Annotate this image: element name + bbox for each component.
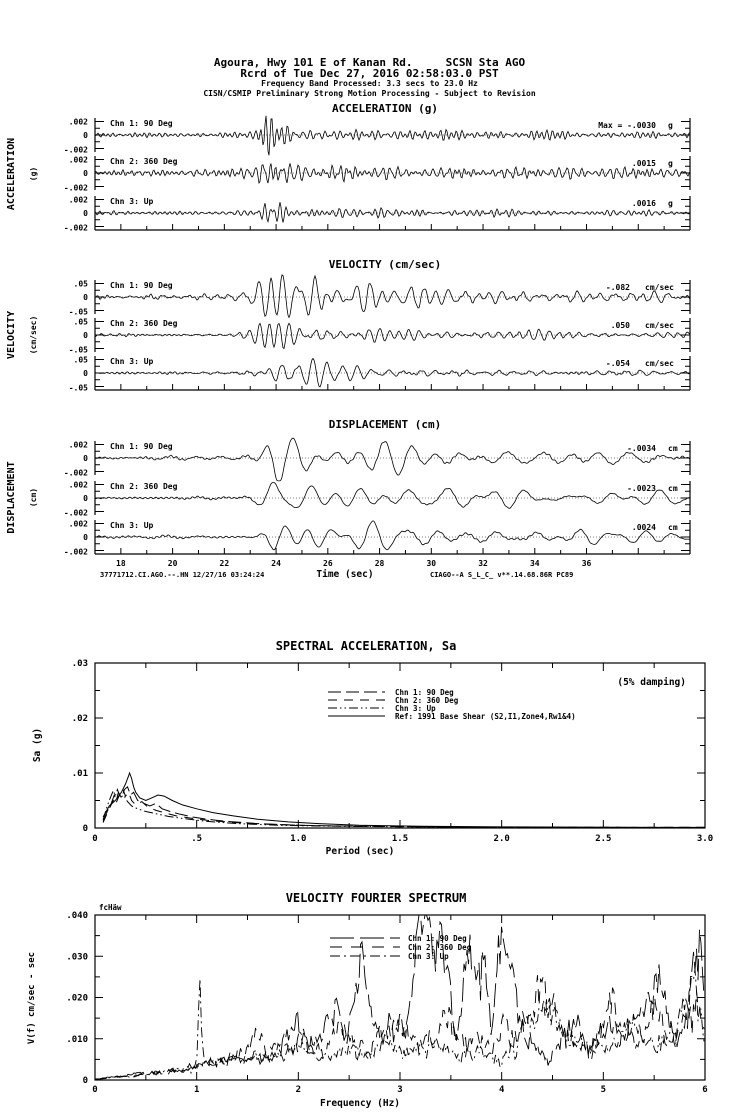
x-tick-label: 6 [702,1085,708,1095]
y-tick-label: .030 [66,952,88,963]
x-tick-label: 2.5 [595,834,612,844]
channel-label: Chn 3: Up [110,357,154,366]
x-tick-label: 3.0 [696,834,714,844]
y-tick-label: 0 [83,533,88,542]
max-annotation-unit: cm [668,484,678,493]
channel-label: Chn 2: 360 Deg [110,157,178,166]
x-tick-label: 26 [323,559,333,568]
x-axis-title: Period (sec) [325,846,395,857]
spectrum-curve [103,787,705,828]
x-tick-label: 3 [397,1085,403,1095]
velocity-fourier-spectrum-chart [0,888,739,1115]
y-tick-label: .05 [73,317,88,327]
y-tick-label: 0 [82,1076,88,1086]
channel-label: Chn 2: 360 Deg [110,319,178,328]
y-tick-label: 0 [83,454,88,463]
frequency-band-note: Frequency Band Processed: 3.3 secs to 23.0 Hz [261,79,478,88]
y-axis-title: Sa (g) [32,727,43,763]
max-annotation: .0024 [631,523,656,532]
max-annotation-unit: cm/sec [645,359,674,368]
legend-label: Ref: 1991 Base Shear (S2,I1,Zone4,Rw1&4) [395,712,576,721]
y-tick-label: 0 [83,293,88,302]
y-tick-label: -.05 [68,383,88,393]
channel-label: Chn 3: Up [110,197,154,206]
waveform-trace [95,483,690,509]
max-annotation-unit: cm [668,444,678,453]
legend-label: Chn 3: Up [395,704,436,713]
x-tick-label: 24 [271,559,281,568]
y-axis-title: V(f) cm/sec - sec [27,951,37,1045]
channel-label: Chn 1: 90 Deg [110,281,173,290]
chart-title: VELOCITY FOURIER SPECTRUM [285,891,467,905]
max-annotation-unit: cm/sec [645,321,674,330]
max-annotation: .050 [610,321,630,330]
legend-label: Chn 2: 360 Deg [395,696,459,705]
max-annotation-unit: g [668,121,673,130]
y-tick-label: .002 [68,195,88,205]
y-tick-label: -.05 [68,307,88,317]
y-tick-label: -.002 [63,547,88,557]
legend-label: Chn 3: Up [408,952,449,961]
legend-label: Chn 1: 90 Deg [395,688,454,697]
x-tick-label: 18 [116,559,126,568]
panel-title: VELOCITY (cm/sec) [328,258,442,271]
channel-label: Chn 2: 360 Deg [110,482,178,491]
x-tick-label: 30 [426,559,437,568]
max-annotation: -.054 [605,359,630,368]
waveform-trace [95,358,690,387]
side-axis-label: DISPLACEMENT [6,461,17,534]
x-tick-label: 34 [529,559,540,568]
y-tick-label: 0 [83,131,88,140]
y-tick-label: .02 [71,714,88,724]
waveform-trace [95,323,690,348]
y-tick-label: .002 [68,155,88,165]
y-tick-label: .002 [68,519,88,529]
x-tick-label: .5 [191,834,203,844]
max-annotation-unit: g [668,199,673,208]
y-tick-label: .020 [66,993,88,1004]
report-header [0,57,739,99]
y-tick-label: -.002 [63,223,88,233]
x-tick-label: 20 [167,559,178,568]
x-tick-label: 0 [92,1085,98,1095]
y-tick-label: .040 [66,911,88,921]
waveform-trace [95,521,690,550]
panel-title: DISPLACEMENT (cm) [328,418,442,431]
max-annotation: .0015 [631,159,656,168]
max-annotation-unit: g [668,159,673,168]
waveform-trace [95,163,690,183]
waveform-trace [95,275,690,318]
y-tick-label: .002 [68,117,88,127]
y-tick-label: .03 [71,659,88,669]
y-tick-label: .002 [68,440,88,450]
waveform-trace [95,202,690,222]
y-tick-label: 0 [83,369,88,378]
max-annotation: -.0023 [627,484,656,493]
waveform-trace [95,438,690,481]
filter-corner-marker: fcHäw [99,903,122,912]
y-tick-label: -.05 [68,345,88,355]
processing-note: CISN/CSMIP Preliminary Strong Motion Processing - Subject to Revision [203,89,536,98]
channel-label: Chn 3: Up [110,521,154,530]
max-annotation: -.082 [605,283,630,292]
station-title: Agoura, Hwy 101 E of Kanan Rd. SCSN Sta AGO [213,56,526,69]
y-tick-label: 0 [83,494,88,503]
y-tick-label: .01 [71,769,88,779]
x-tick-label: 2.0 [493,834,510,844]
y-tick-label: .010 [66,1034,88,1045]
damping-annotation: (5% damping) [617,677,686,688]
footer-record-id: 37771712.CI.AGO.--.HN 12/27/16 03:24:24 [100,571,265,579]
y-tick-label: -.002 [63,468,88,478]
x-tick-label: 32 [478,559,488,568]
side-axis-unit: (g) [29,166,38,182]
plot-frame [95,915,705,1080]
fourier-spectrum-curve [95,975,704,1079]
spectrum-curve [103,790,705,828]
y-tick-label: -.002 [63,183,88,193]
spectral-acceleration-chart [0,635,739,870]
y-tick-label: -.002 [63,145,88,155]
x-axis-title: Frequency (Hz) [319,1098,401,1109]
y-tick-label: 0 [83,209,88,218]
x-axis-title: Time (sec) [316,569,374,580]
side-axis-label: VELOCITY [6,310,17,360]
channel-label: Chn 1: 90 Deg [110,119,173,128]
max-annotation-unit: cm [668,523,678,532]
panel-title: ACCELERATION (g) [332,102,438,115]
x-tick-label: 1.0 [290,834,307,844]
y-tick-label: -.002 [63,508,88,518]
y-tick-label: .05 [73,279,88,289]
y-tick-label: 0 [83,169,88,178]
time-history-chart [0,96,739,588]
chart-title: SPECTRAL ACCELERATION, Sa [275,639,457,653]
y-tick-label: 0 [82,824,88,834]
side-axis-label: ACCELERATION [6,137,17,211]
fourier-spectrum-curve [95,915,704,1080]
footer-processing-id: CIAGO--A S_L_C_ v**.14.68.86R PC89 [430,571,574,579]
x-tick-label: 1 [193,1085,200,1095]
max-annotation: .0016 [631,199,656,208]
y-tick-label: 0 [83,331,88,340]
x-tick-label: 2 [295,1085,302,1095]
record-timestamp: Rcrd of Tue Dec 27, 2016 02:58:03.0 PST [240,67,499,80]
legend-label: Chn 2: 360 Deg [408,943,472,952]
side-axis-unit: (cm/sec) [29,315,38,355]
x-tick-label: 4 [498,1085,505,1095]
y-tick-label: .05 [73,355,88,365]
x-tick-label: 22 [219,559,230,568]
x-tick-label: 1.5 [391,834,409,844]
max-annotation-unit: cm/sec [645,283,674,292]
x-tick-label: 28 [374,559,385,568]
legend-label: Chn 1: 90 Deg [408,934,467,943]
x-tick-label: 5 [600,1085,607,1095]
max-annotation: -.0034 [627,444,656,453]
channel-label: Chn 1: 90 Deg [110,442,173,451]
max-annotation: Max = -.0030 [598,121,656,130]
x-tick-label: 36 [581,559,592,568]
side-axis-unit: (cm) [29,487,38,508]
x-tick-label: 0 [92,834,98,844]
y-tick-label: .002 [68,480,88,490]
spectrum-curve [103,773,705,827]
